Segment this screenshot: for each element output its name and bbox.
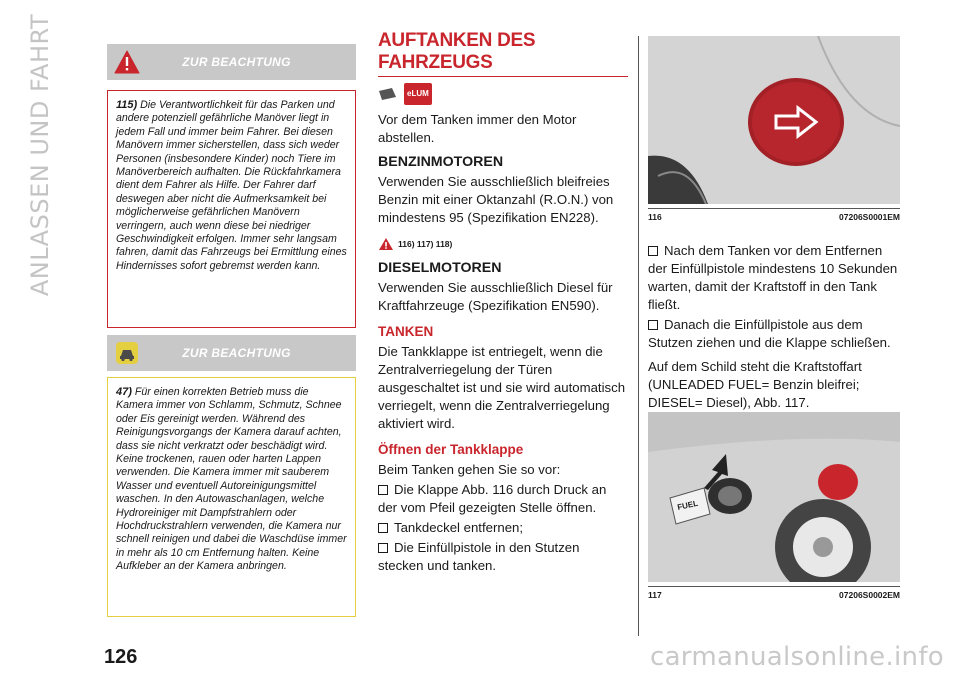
- figure-116-caption: 116 07206S0001EM: [648, 208, 900, 222]
- benzin-text: Verwenden Sie ausschließlich bleifreies Benzin mit einer Oktanzahl (R.O.N.) von mindestens 95 (Spezifikation EN228).: [378, 174, 614, 225]
- column-divider: [638, 36, 639, 636]
- watermark: carmanualsonline.info: [649, 642, 944, 672]
- diesel-text: Verwenden Sie ausschließlich Diesel für Kraftfahrzeuge (Spezifikation EN590).: [378, 280, 613, 313]
- warning-box-1: [107, 90, 356, 328]
- list-item: Tankdeckel entfernen;: [378, 519, 628, 537]
- diesel-heading: DIESELMOTOREN: [378, 260, 502, 276]
- intro-text: Vor dem Tanken immer den Motor abstellen.: [378, 112, 577, 145]
- main-column: [378, 30, 628, 575]
- engine-badge-row: [378, 83, 628, 105]
- section-side-title: ANLASSEN UND FAHRT: [26, 13, 54, 297]
- car-warning-icon: [107, 335, 147, 371]
- warning-text: Für einen korrekten Betrieb muss die Kamera immer von Schlamm, Schmutz, Schnee oder Eis gereinigt werden. Während des Reinigungsvorgangs der Kamera darauf achten, dass sie nicht verkratzt oder beschädigt wird. Keine trockenen, rauen oder harten Lappen verwenden. Die Kamera immer mit sauberem Wasser und eventuell Autoreinigungsmittel waschen. In den Autowaschanlagen, welche Hydroreiniger mit Dampfstrahlern oder Hochdruckstrahlern verwenden, die Kamera nur schnell reinigen und dabei die Waschdüse immer in mehr als 10 cm Entfernung halten. Keine Aufkleber an der Kamera anbringen.: [116, 386, 347, 573]
- warning-ref: 115): [116, 99, 138, 111]
- warning-text: Die Verantwortlichkeit für das Parken und andere potenziell gefährliche Manöver liegt in jedem Fall und immer beim Fahrer. Bei diesen Manövern immer sicherstellen, dass sich weder Personen (insbesondere Kinder) noch Tiere im Manöverbereich aufhalten. Die Rückfahrkamera dient dem Fahrer als Hilfe. Der Fahrer darf deswegen aber nicht die Aufmerksamkeit bei möglicherweise gefährlichen Manövern verringern, auch wenn diese bei niedriger Geschwindigkeit erfolgen. Immer sehr langsam fahren, damit das Fahrzeugs bei Ermittlung eines Hindernisses sofort gebremst werden kann.: [116, 99, 347, 272]
- checkbox-bullet-icon: [378, 523, 388, 533]
- warning-heading-2: ZUR BEACHTUNG: [107, 335, 356, 371]
- right-column: [648, 240, 900, 412]
- list-item: Die Klappe Abb. 116 durch Druck an der vom Pfeil gezeigten Stelle öffnen.: [378, 482, 607, 515]
- warning-ref: 47): [116, 386, 132, 398]
- fuel-sign-label: FUEL: [676, 498, 699, 512]
- list-item: Danach die Einfüllpistole aus dem Stutzen ziehen und die Klappe schließen.: [648, 317, 891, 350]
- page-title: AUFTANKEN DES FAHRZEUGS: [378, 30, 628, 77]
- page-number: 126: [104, 646, 138, 668]
- list-item: Nach dem Tanken vor dem Entfernen der Einfüllpistole mindestens 10 Sekunden warten, damit der Kraftstoff in den Tank fließt.: [648, 243, 898, 312]
- figure-117-caption: 117 07206S0002EM: [648, 586, 900, 600]
- warning-triangle-icon: [107, 44, 147, 80]
- warning-triangle-icon: [378, 237, 394, 251]
- checkbox-bullet-icon: [648, 320, 658, 330]
- checkbox-bullet-icon: [378, 485, 388, 495]
- tanken-text: Die Tankklappe ist entriegelt, wenn die Zentralverriegelung der Türen ausgeschaltet ist und sie wird automatisch verriegelt, wenn die Zentralverriegelung aktiviert wird.: [378, 344, 626, 431]
- figure-117-image: [648, 412, 900, 582]
- checkbox-bullet-icon: [378, 543, 388, 553]
- open-flap-heading: Öffnen der Tankklappe: [378, 442, 524, 457]
- elum-badge: eLUM: [404, 83, 432, 105]
- reference-numbers: 116) 117) 118): [398, 239, 453, 249]
- figure-116-image: [648, 36, 900, 204]
- fuel-pump-icon: [378, 87, 398, 101]
- fuel-label-text: Auf dem Schild steht die Kraftstoffart (UNLEADED FUEL= Benzin bleifrei; DIESEL= Diesel), Abb. 117.: [648, 359, 862, 410]
- warning-heading-1: ZUR BEACHTUNG: [107, 44, 356, 80]
- checkbox-bullet-icon: [648, 246, 658, 256]
- reference-row: [378, 235, 628, 253]
- warning-box-2: [107, 377, 356, 617]
- benzin-heading: BENZINMOTOREN: [378, 154, 504, 170]
- tanken-heading: TANKEN: [378, 324, 434, 339]
- open-flap-intro: Beim Tanken gehen Sie so vor:: [378, 462, 561, 477]
- list-item: Die Einfüllpistole in den Stutzen stecken und tanken.: [378, 540, 580, 573]
